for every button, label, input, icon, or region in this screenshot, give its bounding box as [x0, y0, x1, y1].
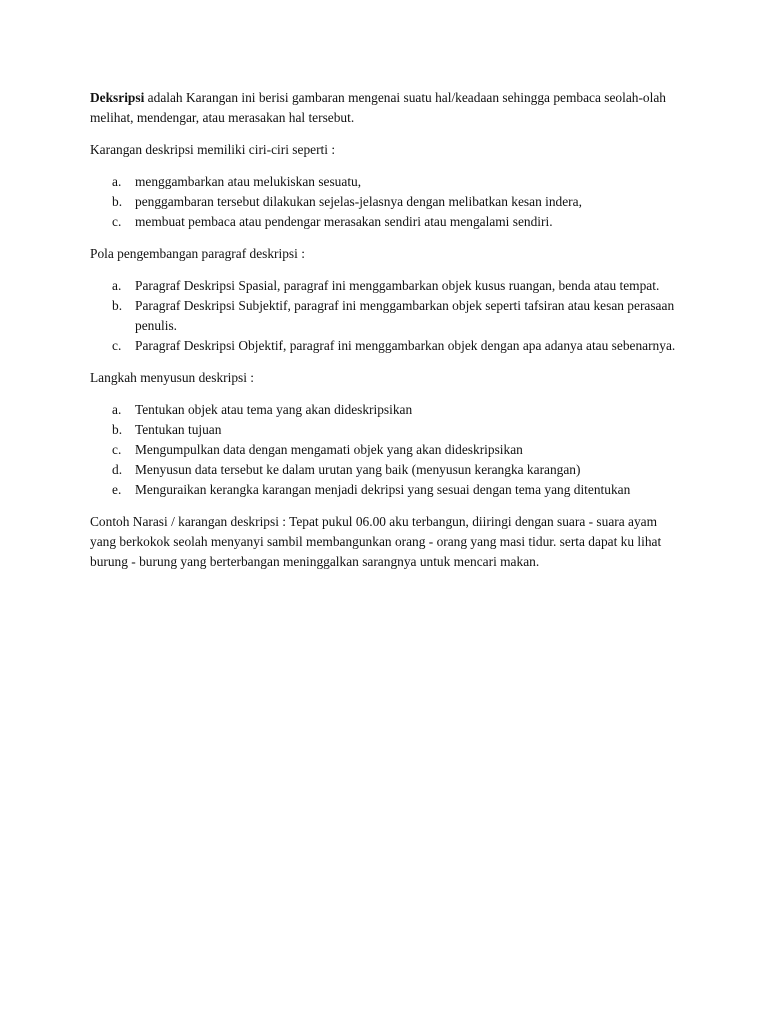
list-item — [90, 440, 680, 460]
list-item — [90, 460, 680, 480]
langkah-heading: Langkah menyusun deskripsi : — [90, 370, 255, 385]
intro-term: Deksripsi — [90, 90, 145, 105]
list-item-text: Tentukan objek atau tema yang akan dideskripsikan — [135, 402, 413, 417]
list-marker: e. — [112, 482, 122, 497]
list-item — [90, 480, 680, 500]
list-item — [90, 276, 680, 296]
list-item — [90, 172, 680, 192]
list-item-text: penggambaran tersebut dilakukan sejelas-jelasnya dengan melibatkan kesan indera, — [135, 194, 582, 209]
list-marker: b. — [112, 298, 123, 313]
langkah-list — [90, 400, 680, 500]
list-item-text: Tentukan tujuan — [135, 422, 222, 437]
list-item-text: Menyusun data tersebut ke dalam urutan yang baik (menyusun kerangka karangan) — [135, 462, 581, 477]
list-marker: b. — [112, 422, 123, 437]
list-marker: a. — [112, 278, 122, 293]
list-marker: a. — [112, 174, 122, 189]
list-item-text: menggambarkan atau melukiskan sesuatu, — [135, 174, 362, 189]
intro-text: adalah Karangan ini berisi gambaran mengenai suatu hal/keadaan sehingga pembaca seolah-olah melihat, mendengar, atau merasakan hal tersebut. — [90, 90, 666, 125]
intro-paragraph — [90, 88, 680, 128]
list-item-text: Paragraf Deskripsi Spasial, paragraf ini menggambarkan objek kusus ruangan, benda atau tempat. — [135, 278, 660, 293]
list-item — [90, 336, 680, 356]
list-item — [90, 296, 680, 336]
pola-list — [90, 276, 680, 356]
ciri-list — [90, 172, 680, 232]
list-item — [90, 192, 680, 212]
pola-heading: Pola pengembangan paragraf deskripsi : — [90, 246, 305, 261]
list-item — [90, 420, 680, 440]
ciri-heading: Karangan deskripsi memiliki ciri-ciri seperti : — [90, 142, 336, 157]
list-item — [90, 400, 680, 420]
list-item-text: Menguraikan kerangka karangan menjadi dekripsi yang sesuai dengan tema yang ditentukan — [135, 482, 631, 497]
list-marker: c. — [112, 442, 122, 457]
list-marker: b. — [112, 194, 123, 209]
list-item — [90, 212, 680, 232]
contoh-paragraph: Contoh Narasi / karangan deskripsi : Tepat pukul 06.00 aku terbangun, diiringi dengan suara - suara ayam yang berkokok seolah menyanyi sambil membangunkan orang - orang yang masi tidur. serta dapat ku lihat burung - burung yang berterbangan meninggalkan sarangnya untuk mencari makan. — [90, 514, 662, 569]
list-marker: a. — [112, 402, 122, 417]
list-marker: c. — [112, 338, 122, 353]
list-item-text: Mengumpulkan data dengan mengamati objek yang akan dideskripsikan — [135, 442, 523, 457]
list-marker: c. — [112, 214, 122, 229]
list-item-text: Paragraf Deskripsi Objektif, paragraf ini menggambarkan objek dengan apa adanya atau sebenarnya. — [135, 338, 676, 353]
list-item-text: membuat pembaca atau pendengar merasakan sendiri atau mengalami sendiri. — [135, 214, 553, 229]
list-item-text: Paragraf Deskripsi Subjektif, paragraf ini menggambarkan objek seperti tafsiran atau kesan perasaan penulis. — [135, 298, 675, 333]
list-marker: d. — [112, 462, 123, 477]
